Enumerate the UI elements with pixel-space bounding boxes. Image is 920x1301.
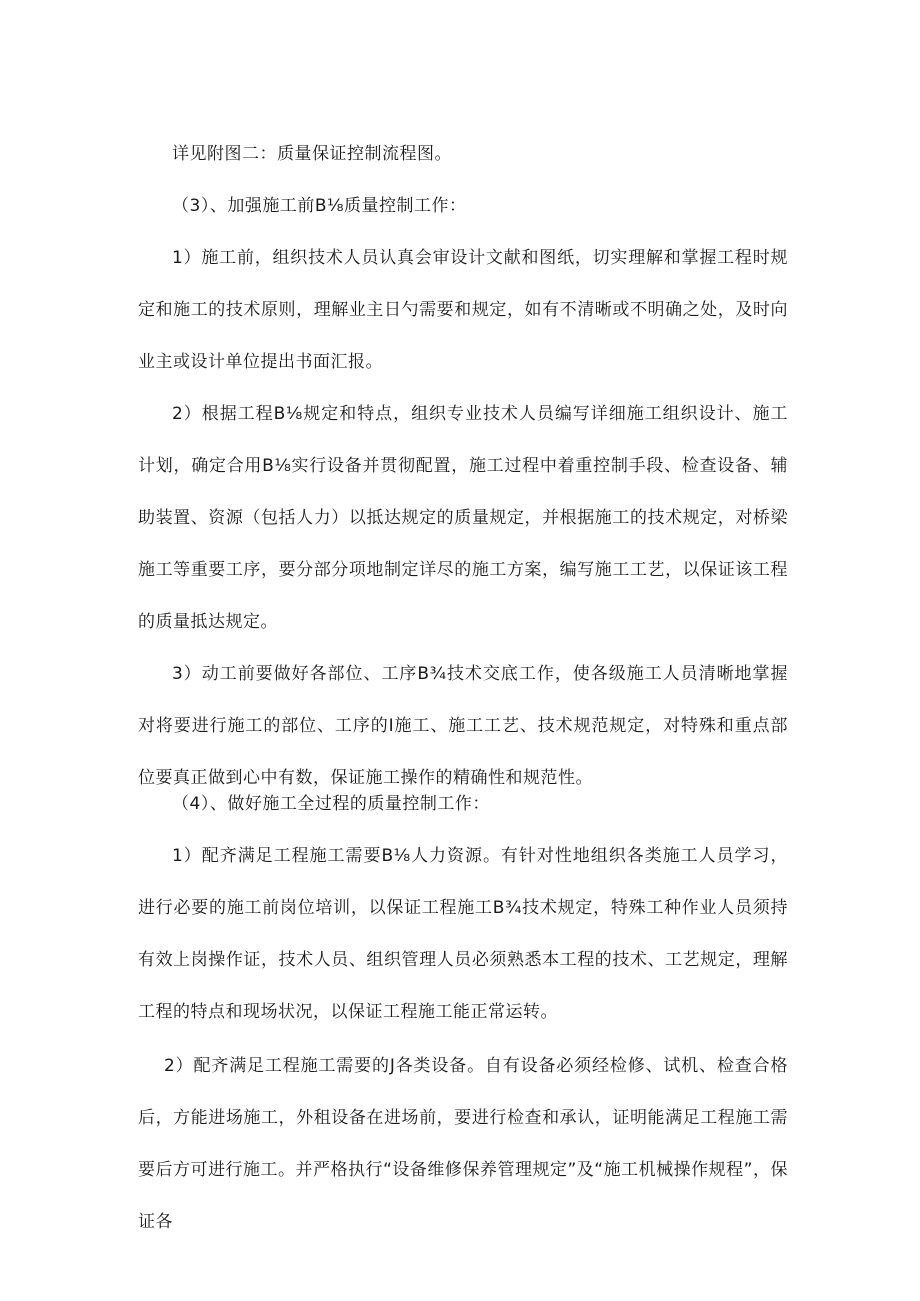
paragraph-item-4-2: 2）配齐满足工程施工需要的J各类设备。自有设备必须经检修、试机、检查合格后，方能进场施工，外租设备在进场前，要进行检查和承认，证明能满足工程施工需要后方可进行施工。并严格执行“设备维修保养管理规定”及“施工机械操作规程”，保证各 [138,1056,788,1232]
paragraph-item-4-1: 1）配齐满足工程施工需要B⅛人力资源。有针对性地组织各类施工人员学习，进行必要的施工前岗位培训，以保证工程施工B¾技术规定，特殊工种作业人员须持有效上岗操作证，技术人员、组织管理人员必须熟悉本工程的技术、工艺规定，理解工程的特点和现场状况，以保证工程施工能正常运转。 [138,846,788,1022]
paragraph-item-3-3: 3）动工前要做好各部位、工序B¾技术交底工作，使各级施工人员清晰地掌握对将要进行施工的部位、工序的I施工、施工工艺、技术规范规定，对特殊和重点部位要真正做到心中有数，保证施工操作的精确性和规范性。 [138,664,788,788]
paragraph-heading-4: （4）、做好施工全过程的质量控制工作： [172,794,490,814]
paragraph-item-3-2: 2）根据工程B⅛规定和特点，组织专业技术人员编写详细施工组织设计、施工计划，确定合用B⅛实行设备并贯彻配置，施工过程中着重控制手段、检查设备、辅助装置、资源（包括人力）以抵达规定的质量规定，并根据施工的技术规定，对桥梁施工等重要工序，要分部分项地制定详尽的施工方案，编写施工工艺，以保证该工程的质量抵达规定。 [138,404,788,632]
paragraph-flowchart-ref: 详见附图二：质量保证控制流程图。 [172,144,452,164]
paragraph-heading-3: （3）、加强施工前B⅛质量控制工作： [172,196,467,216]
paragraph-item-3-1: 1）施工前，组织技术人员认真会审设计文献和图纸，切实理解和掌握工程时规定和施工的技术原则，理解业主日勺需要和规定，如有不清晰或不明确之处，及时向业主或设计单位提出书面汇报。 [138,248,788,372]
